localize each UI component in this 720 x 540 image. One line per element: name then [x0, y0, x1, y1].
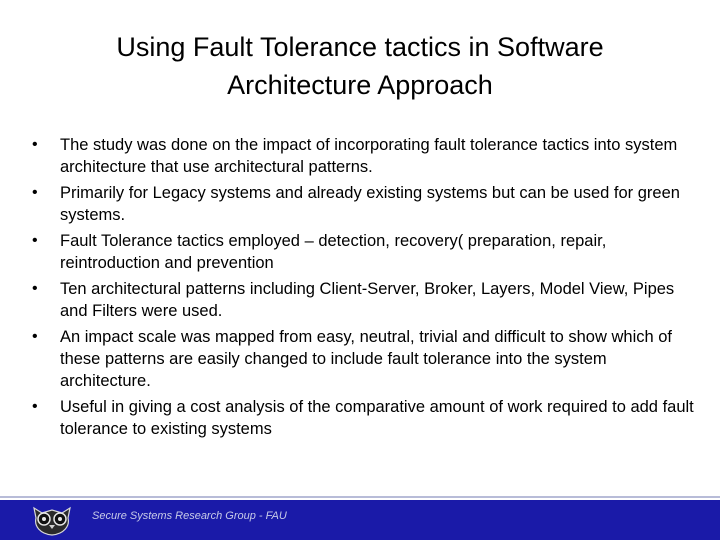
bullet-list: [30, 134, 700, 444]
bullet-item: [30, 182, 700, 226]
bullet-item: [30, 396, 700, 440]
bullet-text: An impact scale was mapped from easy, neutral, trivial and difficult to show which of these patterns are easily changed to include fault tolerance into the system architecture.: [60, 328, 673, 390]
bullet-marker: •: [32, 328, 38, 345]
bullet-item: [30, 278, 700, 322]
slide-title-line-1: Using Fault Tolerance tactics in Software: [116, 32, 604, 62]
bullet-item: [30, 230, 700, 274]
bullet-marker: •: [32, 280, 38, 297]
bullet-item: [30, 326, 700, 392]
bullet-marker: •: [32, 136, 38, 153]
owl-logo-icon: [28, 504, 76, 536]
bullet-marker: •: [32, 398, 38, 415]
bullet-text: Ten architectural patterns including Client-Server, Broker, Layers, Model View, Pipes and Filters were used.: [60, 280, 675, 320]
bullet-text: Fault Tolerance tactics employed – detection, recovery( preparation, repair, reintroduction and prevention: [60, 232, 607, 272]
slide-title-line-2: Architecture Approach: [227, 70, 493, 100]
footer-divider: [0, 496, 720, 498]
bullet-marker: •: [32, 184, 38, 201]
bullet-marker: •: [32, 232, 38, 249]
bullet-text: Useful in giving a cost analysis of the comparative amount of work required to add fault tolerance to existing systems: [60, 398, 694, 438]
slide-title: [60, 28, 660, 104]
bullet-item: [30, 134, 700, 178]
footer-bar: [0, 500, 720, 540]
bullet-text: The study was done on the impact of incorporating fault tolerance tactics into system architecture that use architectural patterns.: [60, 136, 678, 176]
bullet-text: Primarily for Legacy systems and already existing systems but can be used for green systems.: [60, 184, 680, 224]
footer-text: Secure Systems Research Group - FAU: [92, 510, 287, 522]
